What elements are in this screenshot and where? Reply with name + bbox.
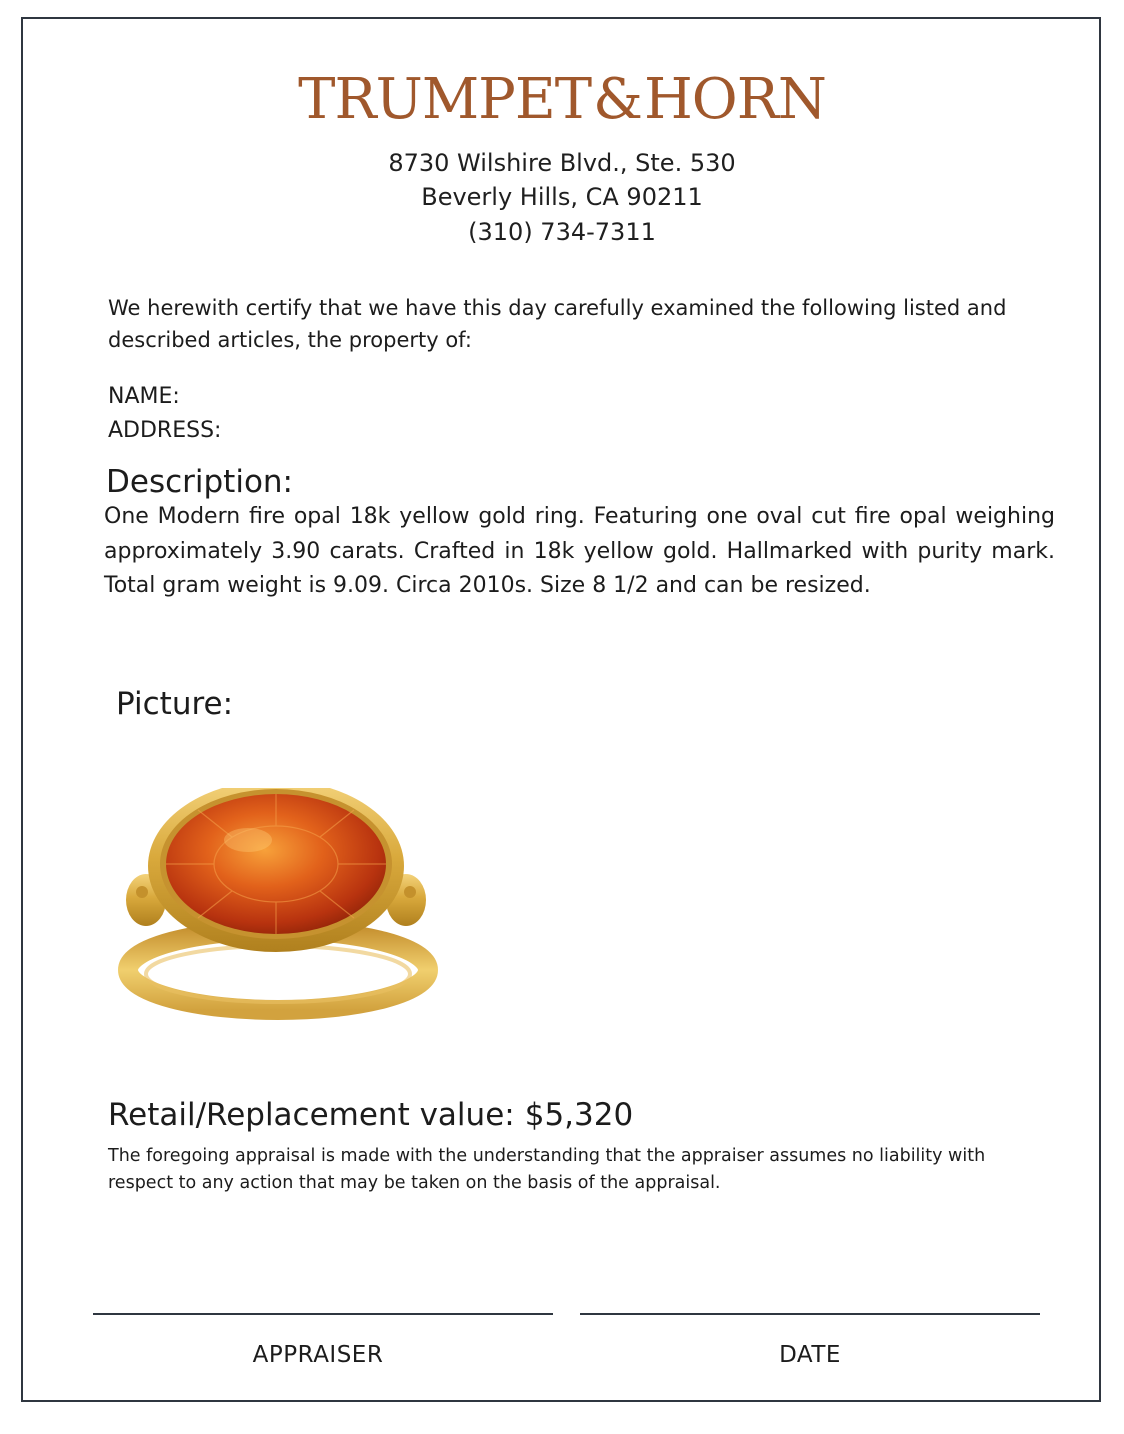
appraiser-label: APPRAISER (252, 1342, 384, 1368)
disclaimer-text: The foregoing appraisal is made with the understanding that the appraiser assumes no liability with respect to any action that may be taken on the basis of the appraisal. (108, 1146, 986, 1193)
description-text: One Modern fire opal 18k yellow gold ring. Featuring one oval cut fire opal weighing approximately 3.90 carats. Crafted in 18k yellow gold. Hallmarked with purity mark. Total gram weight is 9.09. Circa 2010s. Size 8 1/2 and can be resized. (104, 504, 1055, 598)
fire-opal-ring-photo (118, 788, 448, 1028)
picture-heading: Picture: (116, 686, 234, 722)
date-signature-line (580, 1313, 1040, 1315)
brand-logo (0, 68, 1124, 132)
date-label: DATE (779, 1342, 841, 1368)
brand-name-right: HORN (643, 67, 826, 132)
valuation-row (108, 1095, 633, 1135)
valuation-label: Retail/Replacement value: (108, 1097, 515, 1133)
description-heading: Description: (106, 464, 293, 500)
brand-ampersand: & (593, 67, 642, 132)
valuation-amount: $5,320 (524, 1097, 634, 1133)
brand-name-left: TRUMPET (298, 67, 592, 132)
ring-illustration (118, 788, 448, 1028)
address-phone: (310) 734-7311 (468, 218, 656, 246)
address-street: 8730 Wilshire Blvd., Ste. 530 (388, 149, 736, 177)
certification-text: We herewith certify that we have this day carefully examined the following listed and described articles, the property of: (108, 296, 1007, 352)
appraiser-signature-line (93, 1313, 553, 1315)
address-city: Beverly Hills, CA 90211 (421, 183, 703, 211)
owner-name-label: NAME: (108, 384, 180, 409)
owner-address-label: ADDRESS: (108, 418, 222, 443)
